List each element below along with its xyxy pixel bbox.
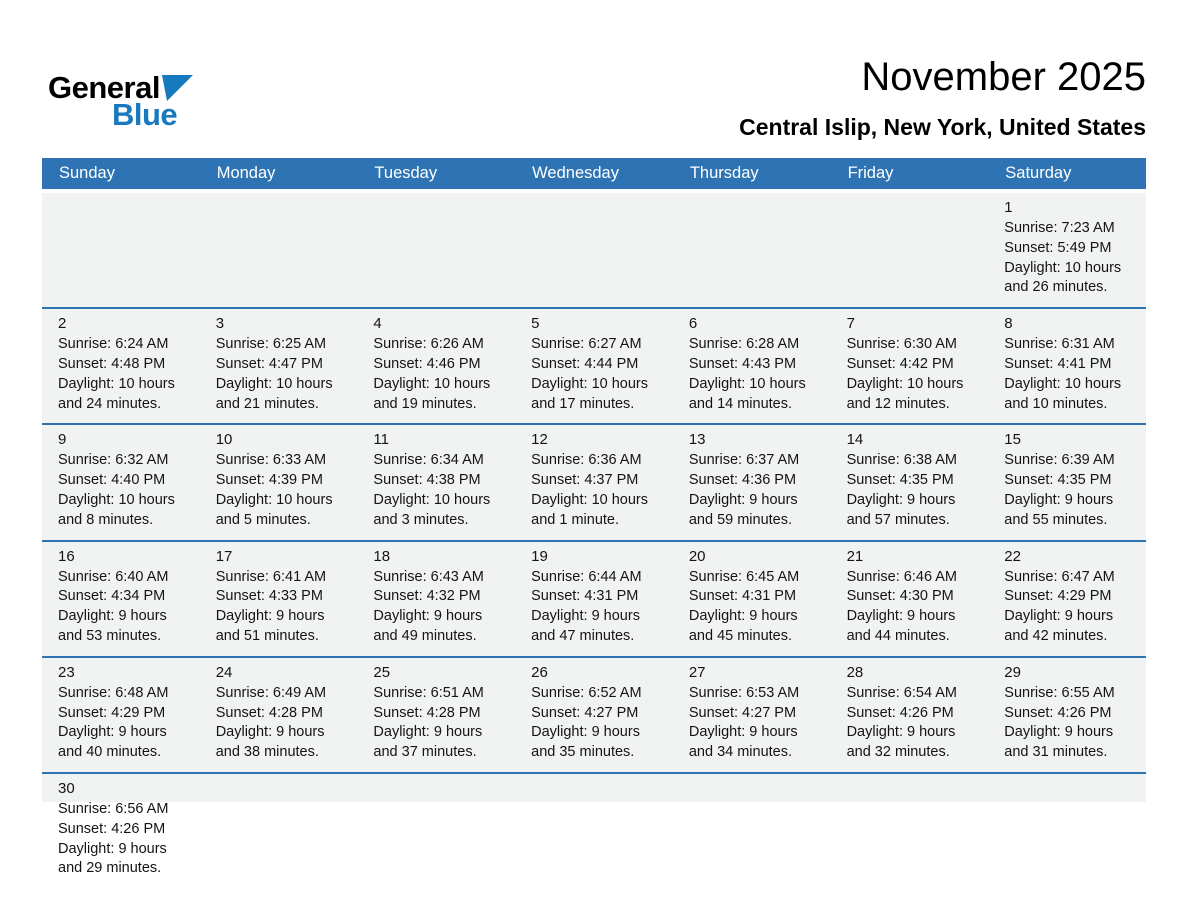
day-info-line: and 40 minutes. bbox=[58, 744, 162, 761]
day-info-line: and 32 minutes. bbox=[846, 744, 950, 761]
day-cell-16 bbox=[42, 542, 200, 656]
day-info-line: and 55 minutes. bbox=[1004, 511, 1108, 528]
day-info-line: Sunrise: 6:39 AM bbox=[1004, 452, 1115, 469]
day-number: 4 bbox=[373, 315, 382, 333]
day-number: 11 bbox=[373, 431, 389, 449]
day-info-line: Daylight: 10 hours bbox=[373, 375, 491, 392]
day-number: 23 bbox=[58, 663, 75, 681]
page-header bbox=[0, 0, 1188, 158]
day-info-line: Daylight: 9 hours bbox=[1004, 491, 1114, 508]
weekday-saturday: Saturday bbox=[1005, 164, 1072, 182]
day-cell-30 bbox=[42, 774, 200, 888]
day-info-line: Sunrise: 6:31 AM bbox=[1004, 336, 1115, 353]
day-info-line: Daylight: 9 hours bbox=[215, 724, 325, 741]
week-row-3 bbox=[42, 423, 1146, 539]
day-info-line: Daylight: 9 hours bbox=[58, 608, 167, 625]
day-info-line: Sunrise: 6:54 AM bbox=[846, 684, 957, 701]
day-info-line: Sunset: 4:26 PM bbox=[58, 820, 166, 837]
day-number: 14 bbox=[846, 431, 864, 449]
day-info-line: Daylight: 10 hours bbox=[531, 491, 649, 508]
day-info-line: and 21 minutes. bbox=[215, 395, 319, 412]
day-number: 22 bbox=[1004, 547, 1021, 565]
day-cell-27 bbox=[673, 658, 831, 772]
day-info-line: Sunset: 4:26 PM bbox=[846, 704, 954, 721]
day-info-line: Daylight: 9 hours bbox=[58, 724, 167, 741]
week-row-6 bbox=[42, 772, 1146, 888]
day-cell-13 bbox=[673, 425, 831, 539]
day-info-line: Sunrise: 6:43 AM bbox=[373, 568, 484, 585]
day-number: 26 bbox=[531, 663, 548, 681]
day-info-line: Sunrise: 6:47 AM bbox=[1004, 568, 1115, 585]
weekday-friday: Friday bbox=[847, 164, 894, 182]
day-cell-25 bbox=[357, 658, 515, 772]
day-info-line: Sunset: 4:43 PM bbox=[688, 355, 797, 372]
day-info-line: Sunset: 4:38 PM bbox=[373, 472, 481, 489]
logo-text-blue: Blue bbox=[112, 97, 178, 132]
day-info-line: and 38 minutes. bbox=[215, 744, 319, 761]
day-info-line: Sunset: 4:30 PM bbox=[846, 588, 954, 605]
day-info-line: and 14 minutes. bbox=[688, 395, 793, 412]
day-cell-7 bbox=[831, 309, 989, 423]
day-info-line: Sunrise: 6:53 AM bbox=[688, 684, 800, 701]
day-info-line: Daylight: 9 hours bbox=[58, 840, 167, 857]
day-info-line: Daylight: 10 hours bbox=[688, 375, 806, 392]
day-cell-11 bbox=[357, 425, 515, 539]
day-info-line: Sunset: 4:46 PM bbox=[373, 355, 481, 372]
day-number: 2 bbox=[58, 315, 67, 333]
day-info-line: and 1 minute. bbox=[531, 511, 620, 528]
day-info-line: Sunrise: 7:23 AM bbox=[1004, 220, 1115, 236]
day-number: 10 bbox=[215, 431, 233, 449]
day-number: 8 bbox=[1004, 315, 1013, 333]
general-blue-logo bbox=[48, 72, 194, 130]
weekday-tuesday: Tuesday bbox=[374, 164, 438, 182]
day-info-line: Sunrise: 6:40 AM bbox=[58, 568, 169, 585]
day-info-line: and 29 minutes. bbox=[58, 860, 162, 877]
day-info-line: Sunset: 4:27 PM bbox=[531, 704, 639, 721]
empty-cell bbox=[673, 193, 831, 307]
day-number: 21 bbox=[846, 547, 864, 565]
day-info-line: Daylight: 9 hours bbox=[1004, 724, 1114, 741]
day-info-line: Sunset: 4:29 PM bbox=[58, 704, 166, 721]
day-number: 25 bbox=[373, 663, 391, 681]
day-info-line: and 59 minutes. bbox=[688, 511, 793, 528]
day-info-line: Daylight: 10 hours bbox=[373, 491, 491, 508]
day-info-line: Sunrise: 6:34 AM bbox=[373, 452, 484, 469]
calendar bbox=[42, 158, 1146, 888]
day-info-line: Sunrise: 6:46 AM bbox=[846, 568, 957, 585]
empty-cell bbox=[200, 774, 358, 888]
day-cell-4 bbox=[357, 309, 515, 423]
day-cell-17 bbox=[200, 542, 358, 656]
day-number: 15 bbox=[1004, 431, 1021, 449]
day-info-line: Sunrise: 6:37 AM bbox=[688, 452, 800, 469]
day-number: 9 bbox=[58, 431, 67, 449]
empty-cell bbox=[988, 774, 1146, 888]
day-info-line: Sunrise: 6:33 AM bbox=[215, 452, 327, 469]
weekday-monday: Monday bbox=[216, 164, 276, 182]
day-info-line: Daylight: 10 hours bbox=[215, 491, 333, 508]
day-cell-10 bbox=[200, 425, 358, 539]
day-cell-24 bbox=[200, 658, 358, 772]
empty-cell bbox=[200, 193, 358, 307]
day-info-line: and 5 minutes. bbox=[215, 511, 311, 528]
day-info-line: Sunrise: 6:28 AM bbox=[688, 336, 800, 353]
week-row-4 bbox=[42, 540, 1146, 656]
day-info-line: Sunset: 4:33 PM bbox=[215, 588, 323, 605]
day-info-line: Sunset: 4:42 PM bbox=[846, 355, 954, 372]
week-row-2 bbox=[42, 307, 1146, 423]
day-info-line: Sunrise: 6:52 AM bbox=[531, 684, 642, 701]
day-number: 7 bbox=[846, 315, 855, 333]
day-number: 3 bbox=[215, 315, 225, 333]
day-cell-18 bbox=[357, 542, 515, 656]
day-info-line: Sunset: 4:34 PM bbox=[58, 588, 166, 605]
day-info-line: Sunrise: 6:44 AM bbox=[531, 568, 642, 585]
day-info-line: Sunrise: 6:56 AM bbox=[58, 800, 169, 817]
day-info-line: and 24 minutes. bbox=[58, 395, 162, 412]
day-info-line: and 42 minutes. bbox=[1004, 627, 1108, 644]
day-info-line: Daylight: 9 hours bbox=[688, 724, 798, 741]
empty-cell bbox=[673, 774, 831, 888]
day-info-line: Daylight: 10 hours bbox=[215, 375, 333, 392]
day-cell-23 bbox=[42, 658, 200, 772]
day-info-line: Daylight: 9 hours bbox=[1004, 608, 1114, 625]
empty-cell bbox=[357, 774, 515, 888]
calendar-body bbox=[42, 193, 1146, 888]
day-number: 19 bbox=[531, 547, 548, 565]
day-info-line: and 47 minutes. bbox=[531, 627, 635, 644]
day-number: 27 bbox=[688, 663, 706, 681]
day-info-line: and 3 minutes. bbox=[373, 511, 469, 528]
day-info-line: Daylight: 9 hours bbox=[846, 608, 956, 625]
day-cell-15 bbox=[988, 425, 1146, 539]
day-info-line: Sunrise: 6:25 AM bbox=[215, 336, 327, 353]
weekday-sunday: Sunday bbox=[59, 164, 115, 182]
day-number: 6 bbox=[688, 315, 698, 333]
day-cell-14 bbox=[831, 425, 989, 539]
day-cell-19 bbox=[515, 542, 673, 656]
day-number: 1 bbox=[1004, 199, 1013, 216]
day-info-line: Sunrise: 6:32 AM bbox=[58, 452, 169, 469]
day-number: 16 bbox=[58, 547, 75, 565]
day-info-line: and 57 minutes. bbox=[846, 511, 950, 528]
day-info-line: Daylight: 10 hours bbox=[58, 375, 175, 392]
day-cell-3 bbox=[200, 309, 358, 423]
logo-text-general: General bbox=[48, 70, 160, 105]
day-info-line: and 8 minutes. bbox=[58, 511, 154, 528]
day-info-line: Daylight: 10 hours bbox=[1004, 375, 1122, 392]
day-info-line: Daylight: 10 hours bbox=[58, 491, 175, 508]
day-info-line: Daylight: 10 hours bbox=[531, 375, 649, 392]
day-cell-6 bbox=[673, 309, 831, 423]
day-cell-20 bbox=[673, 542, 831, 656]
day-info-line: and 10 minutes. bbox=[1004, 395, 1108, 412]
day-info-line: Daylight: 9 hours bbox=[373, 724, 483, 741]
day-info-line: Daylight: 9 hours bbox=[846, 724, 956, 741]
day-info-line: and 17 minutes. bbox=[531, 395, 635, 412]
day-info-line: and 45 minutes. bbox=[688, 627, 793, 644]
day-info-line: Sunrise: 6:45 AM bbox=[688, 568, 800, 585]
empty-cell bbox=[831, 774, 989, 888]
day-info-line: and 31 minutes. bbox=[1004, 744, 1108, 761]
empty-cell bbox=[515, 774, 673, 888]
day-number: 24 bbox=[215, 663, 233, 681]
day-info-line: Sunset: 5:49 PM bbox=[1004, 239, 1112, 256]
day-cell-21 bbox=[831, 542, 989, 656]
day-cell-26 bbox=[515, 658, 673, 772]
day-info-line: Sunset: 4:26 PM bbox=[1004, 704, 1112, 721]
day-info-line: and 19 minutes. bbox=[373, 395, 477, 412]
day-number: 29 bbox=[1004, 663, 1021, 681]
day-info-line: Daylight: 9 hours bbox=[688, 491, 798, 508]
calendar-month-title: November 2025 bbox=[861, 55, 1146, 99]
day-number: 5 bbox=[531, 315, 540, 333]
day-info-line: Sunset: 4:35 PM bbox=[1004, 472, 1112, 489]
day-info-line: Daylight: 9 hours bbox=[688, 608, 798, 625]
day-info-line: Sunrise: 6:48 AM bbox=[58, 684, 169, 701]
day-info-line: Daylight: 9 hours bbox=[215, 608, 325, 625]
day-info-line: Sunrise: 6:55 AM bbox=[1004, 684, 1115, 701]
day-info-line: Sunset: 4:28 PM bbox=[215, 704, 323, 721]
weekday-wednesday: Wednesday bbox=[532, 164, 619, 182]
day-info-line: Sunrise: 6:26 AM bbox=[373, 336, 484, 353]
day-number: 12 bbox=[531, 431, 548, 449]
day-cell-5 bbox=[515, 309, 673, 423]
day-info-line: Sunrise: 6:30 AM bbox=[846, 336, 957, 353]
day-info-line: and 49 minutes. bbox=[373, 627, 477, 644]
day-info-line: Sunset: 4:47 PM bbox=[215, 355, 323, 372]
day-info-line: Daylight: 9 hours bbox=[373, 608, 483, 625]
day-number: 17 bbox=[215, 547, 233, 565]
empty-cell bbox=[357, 193, 515, 307]
day-info-line: and 37 minutes. bbox=[373, 744, 477, 761]
empty-cell bbox=[831, 193, 989, 307]
day-number: 20 bbox=[688, 547, 706, 565]
day-info-line: Sunset: 4:36 PM bbox=[688, 472, 797, 489]
day-info-line: Sunrise: 6:41 AM bbox=[215, 568, 327, 585]
day-info-line: and 35 minutes. bbox=[531, 744, 635, 761]
day-number: 18 bbox=[373, 547, 391, 565]
day-number: 13 bbox=[688, 431, 706, 449]
day-cell-9 bbox=[42, 425, 200, 539]
day-info-line: Daylight: 9 hours bbox=[846, 491, 956, 508]
day-info-line: Sunrise: 6:38 AM bbox=[846, 452, 957, 469]
day-info-line: Sunset: 4:31 PM bbox=[688, 588, 797, 605]
day-info-line: and 26 minutes. bbox=[1004, 279, 1108, 296]
day-info-line: Sunrise: 6:51 AM bbox=[373, 684, 484, 701]
weekday-header-row bbox=[42, 158, 1146, 189]
day-info-line: Sunset: 4:40 PM bbox=[58, 472, 166, 489]
day-info-line: Daylight: 10 hours bbox=[1004, 259, 1122, 276]
day-info-line: Sunset: 4:39 PM bbox=[215, 472, 323, 489]
day-info-line: Sunrise: 6:27 AM bbox=[531, 336, 642, 353]
day-info-line: Sunset: 4:35 PM bbox=[846, 472, 954, 489]
day-info-line: Daylight: 9 hours bbox=[531, 608, 640, 625]
empty-cell bbox=[42, 193, 200, 307]
day-cell-22 bbox=[988, 542, 1146, 656]
calendar-location-subtitle: Central Islip, New York, United States bbox=[739, 114, 1146, 140]
day-info-line: Sunset: 4:48 PM bbox=[58, 355, 166, 372]
day-info-line: and 34 minutes. bbox=[688, 744, 793, 761]
day-cell-29 bbox=[988, 658, 1146, 772]
week-row-5 bbox=[42, 656, 1146, 772]
day-info-line: and 12 minutes. bbox=[846, 395, 950, 412]
day-cell-28 bbox=[831, 658, 989, 772]
weekday-thursday: Thursday bbox=[689, 164, 759, 182]
day-info-line: Daylight: 9 hours bbox=[531, 724, 640, 741]
day-cell-8 bbox=[988, 309, 1146, 423]
day-info-line: Sunset: 4:31 PM bbox=[531, 588, 639, 605]
day-info-line: Sunrise: 6:49 AM bbox=[215, 684, 327, 701]
day-info-line: and 53 minutes. bbox=[58, 627, 162, 644]
day-info-line: Sunset: 4:27 PM bbox=[688, 704, 797, 721]
day-info-line: Sunset: 4:41 PM bbox=[1004, 355, 1112, 372]
day-cell-1 bbox=[988, 193, 1146, 307]
day-number: 30 bbox=[58, 779, 75, 797]
day-info-line: Sunset: 4:44 PM bbox=[531, 355, 639, 372]
day-info-line: Sunrise: 6:36 AM bbox=[531, 452, 642, 469]
day-info-line: Daylight: 10 hours bbox=[846, 375, 964, 392]
week-row-1 bbox=[42, 193, 1146, 307]
day-cell-12 bbox=[515, 425, 673, 539]
empty-cell bbox=[515, 193, 673, 307]
day-cell-2 bbox=[42, 309, 200, 423]
day-info-line: Sunset: 4:29 PM bbox=[1004, 588, 1112, 605]
day-info-line: Sunrise: 6:24 AM bbox=[58, 336, 169, 353]
day-info-line: and 44 minutes. bbox=[846, 627, 950, 644]
day-number: 28 bbox=[846, 663, 864, 681]
day-info-line: Sunset: 4:32 PM bbox=[373, 588, 481, 605]
day-info-line: Sunset: 4:37 PM bbox=[531, 472, 639, 489]
day-info-line: Sunset: 4:28 PM bbox=[373, 704, 481, 721]
day-info-line: and 51 minutes. bbox=[215, 627, 319, 644]
